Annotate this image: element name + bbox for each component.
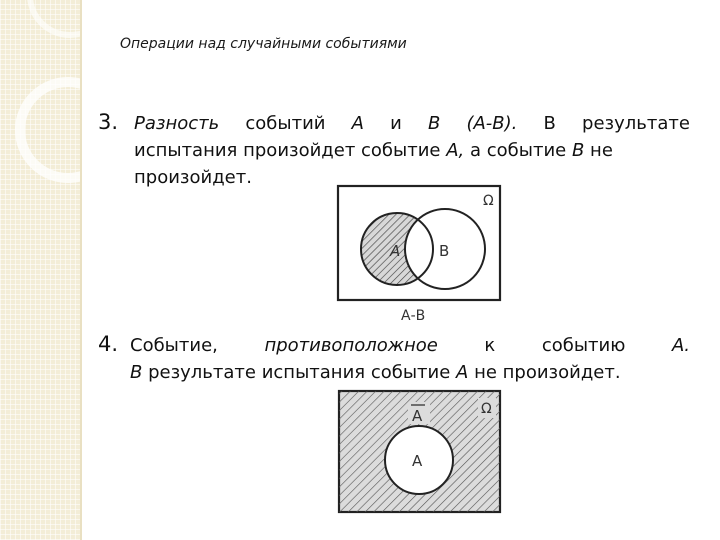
- complement-label: А: [412, 407, 423, 425]
- figure-caption: А-В: [401, 308, 426, 324]
- text-line: [134, 137, 690, 164]
- word: Событие,: [130, 335, 218, 356]
- sidebar-divider: [80, 0, 82, 540]
- word: событий: [245, 113, 326, 134]
- event-symbol: А: [456, 362, 469, 383]
- word: к: [484, 335, 496, 356]
- text-line: произойдет.: [134, 167, 252, 188]
- text-run: результате испытания событие: [142, 362, 457, 383]
- event-expression: (А-В).: [466, 113, 518, 134]
- text-run: не: [584, 140, 613, 161]
- circle-a-label: А: [412, 452, 423, 470]
- text-line: [130, 332, 690, 359]
- event-symbol: В: [427, 113, 441, 134]
- event-symbol: В: [571, 140, 585, 161]
- circle-a-label: А: [390, 242, 401, 260]
- text-run: испытания произойдет событие: [134, 140, 447, 161]
- term: противоположное: [264, 335, 438, 356]
- event-symbol: А.: [671, 335, 690, 356]
- text-line: [130, 359, 690, 386]
- omega-label: Ω: [481, 401, 492, 417]
- event-symbol: А: [351, 113, 364, 134]
- item-3-text: [134, 110, 690, 191]
- word: В: [543, 113, 556, 134]
- text-run: а событие: [464, 140, 572, 161]
- item-number: 4.: [98, 332, 119, 356]
- event-symbol: В: [130, 362, 143, 383]
- word: событию: [541, 335, 626, 356]
- text-line: [134, 110, 690, 137]
- text-run: не произойдет.: [468, 362, 621, 383]
- term: Разность: [134, 113, 220, 134]
- slide-title: Операции над случайными событиями: [120, 36, 407, 52]
- word: и: [390, 113, 402, 134]
- item-4-text: [130, 332, 690, 386]
- event-symbol: А,: [446, 140, 465, 161]
- decorative-sidebar: [0, 0, 80, 540]
- word: результате: [582, 113, 690, 134]
- circle-b-label: В: [439, 242, 450, 260]
- omega-label: Ω: [483, 193, 494, 209]
- item-number: 3.: [98, 110, 119, 134]
- venn-complement-diagram: [336, 388, 506, 518]
- sidebar-ornament-icon: [0, 0, 82, 540]
- venn-difference-diagram: [335, 183, 507, 325]
